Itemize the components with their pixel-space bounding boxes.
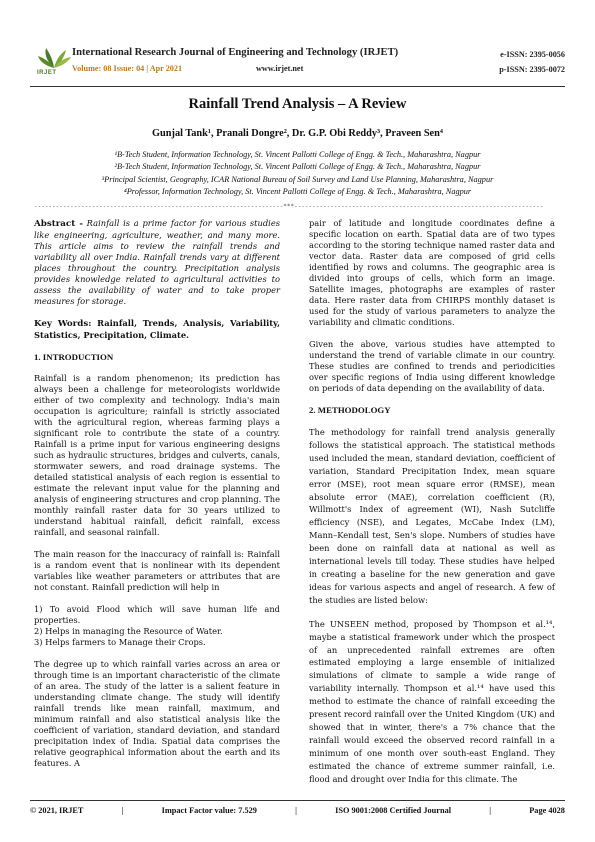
affiliation-2: ²B-Tech Student, Information Technology, St. Vincent Pallotti College of Engg. & Tech., Maharashtra, Nagpur <box>114 162 481 172</box>
footer-copyright: © 2021, IRJET <box>30 806 84 815</box>
right-column <box>309 218 555 796</box>
e-issn: e-ISSN: 2395-0056 <box>500 50 565 59</box>
benefit-list <box>34 604 280 648</box>
right-paragraph-1: pair of latitude and longitude coordinates define a specific location on earth. Spatial data are of two types according to the storing technique named raster data and vector data. Raster data are composed of grid cells identified by rows and columns. The geographic area is divided into groups of cells, which form an image. Satellite images, photographs are examples of raster data. Here raster data from CHIRPS monthly dataset is used for the study of various parameters to analyze the variability and climatic conditions. <box>309 218 555 327</box>
heading-methodology: 2. METHODOLOGY <box>309 405 391 415</box>
affiliation-1: ¹B-Tech Student, Information Technology, St. Vincent Pallotti College of Engg. & Tech., Maharashtra, Nagpur <box>114 150 481 159</box>
footer-iso: ISO 9001:2008 Certified Journal <box>335 806 452 815</box>
intro-paragraph-3: The degree up to which rainfall varies across an area or through time is an important characteristic of the climate of an area. The study of the latter is a salient feature in understanding climate change. The study will identify rainfall trends like mean rainfall, maximum, and minimum rainfall and also statistical analysis like the coefficient of variation, standard deviation, and standard precipitation index of India. Spatial data comprises the relative geographical information about the earth and its features. A <box>34 659 280 768</box>
footer-separator: | <box>121 806 124 815</box>
left-column <box>34 218 280 780</box>
section-separator: ---------------------------------------------------------------------***--------------------------------------------------------------------- <box>34 203 544 210</box>
intro-paragraph-1: Rainfall is a random phenomenon; its prediction has always been a challenge for meteorologists worldwide either of two complexity and technology. India's main occupation is agriculture; rainfall is strictly associated with the agricultural region, whereas farming plays a significant role to contribute the state of a country. Rainfall is a prime input for various engineering designs such as hydraulic structures, bridges and culverts, canals, stormwater sewers, and road drainage systems. The detailed statistical analysis of each region is essential to estimate the relevant input value for the planning and analysis of engineering structures and crop planning. The monthly rainfall raster data for 30 years utilized to understand habitual rainfall, deficit rainfall, excess rainfall, and seasonal rainfall. <box>34 373 280 537</box>
footer-separator: | <box>489 806 492 815</box>
list-item: 3) Helps farmers to Manage their Crops. <box>34 637 206 647</box>
list-item: 2) Helps in managing the Resource of Water. <box>34 626 223 636</box>
heading-introduction: 1. INTRODUCTION <box>34 352 114 362</box>
right-paragraph-2: Given the above, various studies have attempted to understand the trend of variable climate in our country. These studies are confined to trends and periodicities over specific regions of India using different knowledge on periods of data depending on the availability of data. <box>309 339 555 393</box>
page-footer <box>30 806 565 815</box>
keywords <box>34 318 280 341</box>
affiliations <box>30 149 565 198</box>
p-issn: p-ISSN: 2395-0072 <box>499 65 565 74</box>
affiliation-3: ³Principal Scientist, Geography, ICAR National Bureau of Soil Survey and Land Use Planning, Maharashtra, Nagpur <box>101 174 494 184</box>
abstract <box>34 218 280 307</box>
header-rule <box>30 86 565 87</box>
author-list: Gunjal Tank¹, Pranali Dongre², Dr. G.P. Obi Reddy³, Praveen Sen⁴ <box>152 128 443 139</box>
journal-title: International Research Journal of Engineering and Technology (IRJET) <box>72 47 399 58</box>
abstract-label: Abstract - <box>34 219 83 229</box>
methodology-paragraph-2: The UNSEEN method, proposed by Thompson et al.¹⁴, maybe a statistical framework under which the prospect of an unprecedented rainfall extremes are often estimated employing a large ensemble of initialized simulations of climate to sample a wide range of variability internally. Thompson et al.¹⁴ have used this method to estimate the chance of rainfall exceeding the present record rainfall over the United Kingdom (UK) and showed that in winter, there's a 7% chance that the rainfall would exceed the observed record rainfall in a minimum of one month over south-east England. They estimated the chance of extreme summer rainfall, i.e. flood and drought over India for this climate. The <box>309 618 555 784</box>
abstract-text: Rainfall is a prime factor for various studies like engineering, agriculture, weather, and many more. This article aims to review the rainfall trends and variability all over India. Rainfall trends vary at different places throughout the country. Precipitation analysis provides knowledge related to agricultural activities to assess the availability of water and to take proper measures for storage. <box>34 218 280 306</box>
keywords-label: Key Words: <box>34 319 92 329</box>
footer-impact-factor: Impact Factor value: 7.529 <box>161 806 257 815</box>
list-item: 1) To avoid Flood which will save human life and properties. <box>34 604 280 625</box>
logo-text: IRJET <box>37 70 57 76</box>
footer-rule <box>30 800 565 801</box>
volume-issue: Volume: 08 Issue: 04 | Apr 2021 <box>72 64 183 73</box>
journal-header <box>30 44 565 84</box>
keywords-text: Rainfall, Trends, Analysis, Variability, Statistics, Precipitation, Climate. <box>34 318 280 340</box>
paper-title: Rainfall Trend Analysis – A Review <box>188 96 407 112</box>
journal-website-link[interactable]: www.irjet.net <box>256 64 304 73</box>
intro-paragraph-2: The main reason for the inaccuracy of rainfall is: Rainfall is a random event that is nonlinear with its dependent variables like weather parameters or attributes that are not constant. Rainfall prediction will help in <box>34 549 280 592</box>
footer-separator: | <box>295 806 297 815</box>
methodology-paragraph-1: The methodology for rainfall trend analysis generally follows the statistical approach. The statistical methods used included the mean, standard deviation, coefficient of variation, Standard Precipitation Index, mean square error (MSE), root mean square error (RMSE), mean absolute error (MAE), correlation coefficient (R), Willmott's Index of agreement (WI), Nash Sutcliffe efficiency (NSE), and Legates, McCabe Index (LM), Mann–Kendall test, Sen's slope. Numbers of studies have been done on rainfall data at national as well as international levels till today. These studies have helped in creating a baseline for the new generation and gave ideas for various aspects and angel of research. A few of the studies are listed below: <box>309 427 555 605</box>
affiliation-4: ⁴Professor, Information Technology, St. Vincent Pallotti College of Engg. & Tech., Maharashtra, Nagpur <box>123 186 472 196</box>
footer-page-number: Page 4028 <box>529 806 565 815</box>
